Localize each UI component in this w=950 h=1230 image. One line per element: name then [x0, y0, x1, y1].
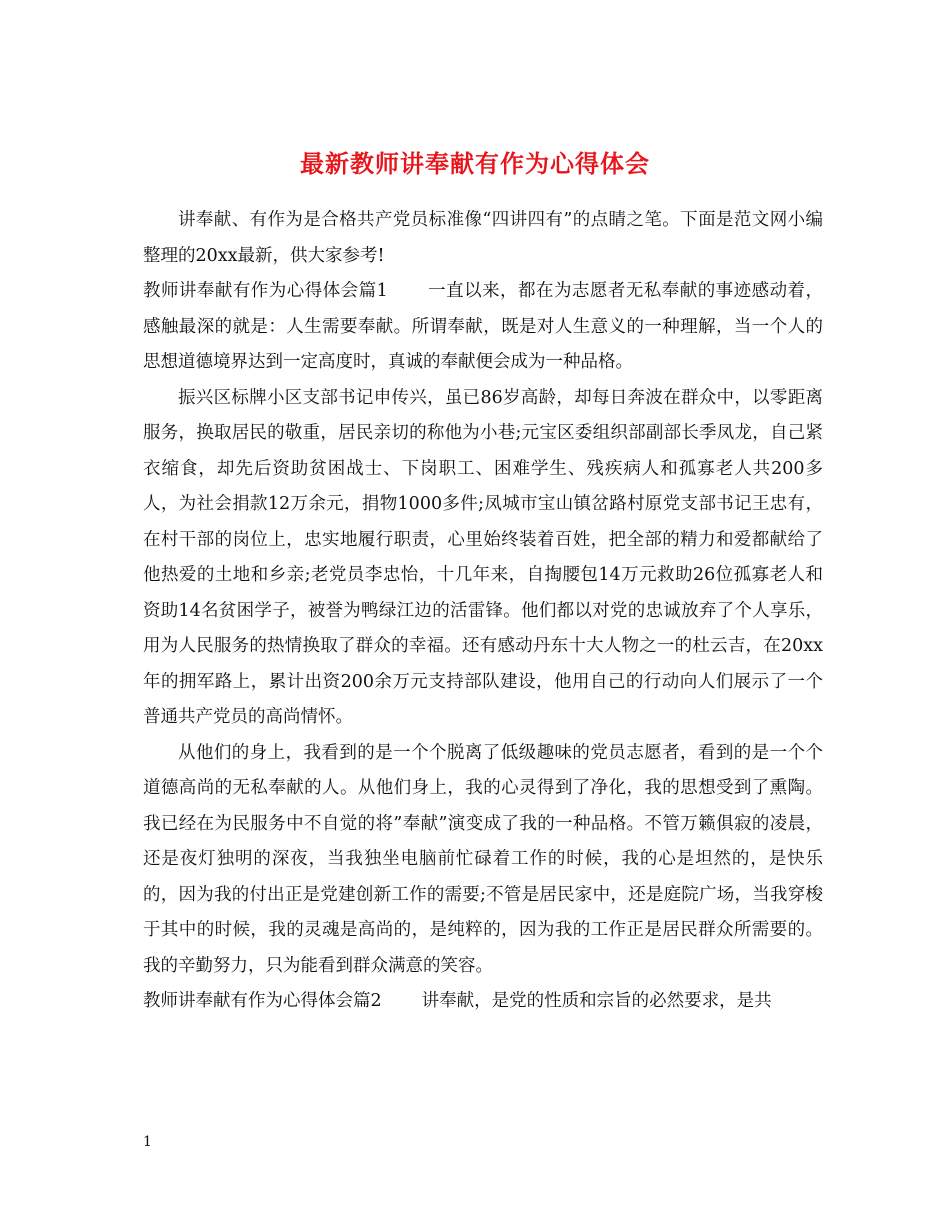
section-2-heading: 教师讲奉献有作为心得体会篇2	[143, 991, 382, 1011]
body-paragraph-2: 振兴区标牌小区支部书记申传兴，虽已86岁高龄，却每日奔波在群众中，以零距离服务，换取居民的敬重，居民亲切的称他为小巷;元宝区委组织部副部长季凤龙，自己紧衣缩食，却先后资助贫困战士、下岗职工、困难学生、残疾病人和孤寡老人共200多人，为社会捐款12万余元，捐物1000多件;凤城市宝山镇岔路村原党支部书记王忠有，在村干部的岗位上，忠实地履行职责，心里始终装着百姓，把全部的精力和爱都献给了他热爱的土地和乡亲;老党员李忠怡，十几年来，自掏腰包14万元救助26位孤寡老人和资助14名贫困学子，被誉为鸭绿江边的活雷锋。他们都以对党的忠诚放弃了个人享乐，用为人民服务的热情换取了群众的幸福。还有感动丹东十大人物之一的杜云吉，在20xx年的拥军路上，累计出资200余万元支持部队建设，他用自己的行动向人们展示了一个普通共产党员的高尚情怀。	[143, 387, 823, 727]
document-title: 最新教师讲奉献有作为心得体会	[300, 149, 650, 179]
section-2-paragraph	[143, 984, 823, 1020]
section-2-text: 讲奉献，是党的性质和宗旨的必然要求，是共	[421, 991, 772, 1011]
document-body	[143, 203, 823, 1020]
body-paragraph-3: 从他们的身上，我看到的是一个个脱离了低级趣味的党员志愿者，看到的是一个个道德高尚的无私奉献的人。从他们身上，我的心灵得到了净化，我的思想受到了熏陶。我已经在为民服务中不自觉的将”奉献”演变成了我的一种品格。不管万籁俱寂的凌晨，还是夜灯独明的深夜，当我独坐电脑前忙碌着工作的时候，我的心是坦然的，是快乐的，因为我的付出正是党建创新工作的需要;不管是居民家中，还是庭院广场，当我穿梭于其中的时候，我的灵魂是高尚的，是纯粹的，因为我的工作正是居民群众所需要的。我的辛勤努力，只为能看到群众满意的笑容。	[143, 742, 823, 976]
section-1-text: 一直以来，都在为志愿者无私奉献的事迹感动着，感触最深的就是：人生需要奉献。所谓奉献，既是对人生意义的一种理解，当一个人的思想道德境界达到一定高度时，真诚的奉献便会成为一种品格。	[143, 281, 824, 372]
section-1-heading: 教师讲奉献有作为心得体会篇1	[143, 281, 388, 301]
intro-paragraph: 讲奉献、有作为是合格共产党员标准像“四讲四有”的点睛之笔。下面是范文网小编整理的20xx最新，供大家参考!	[143, 210, 823, 266]
page-number: 1	[143, 1134, 152, 1150]
section-1-paragraph	[143, 274, 823, 381]
